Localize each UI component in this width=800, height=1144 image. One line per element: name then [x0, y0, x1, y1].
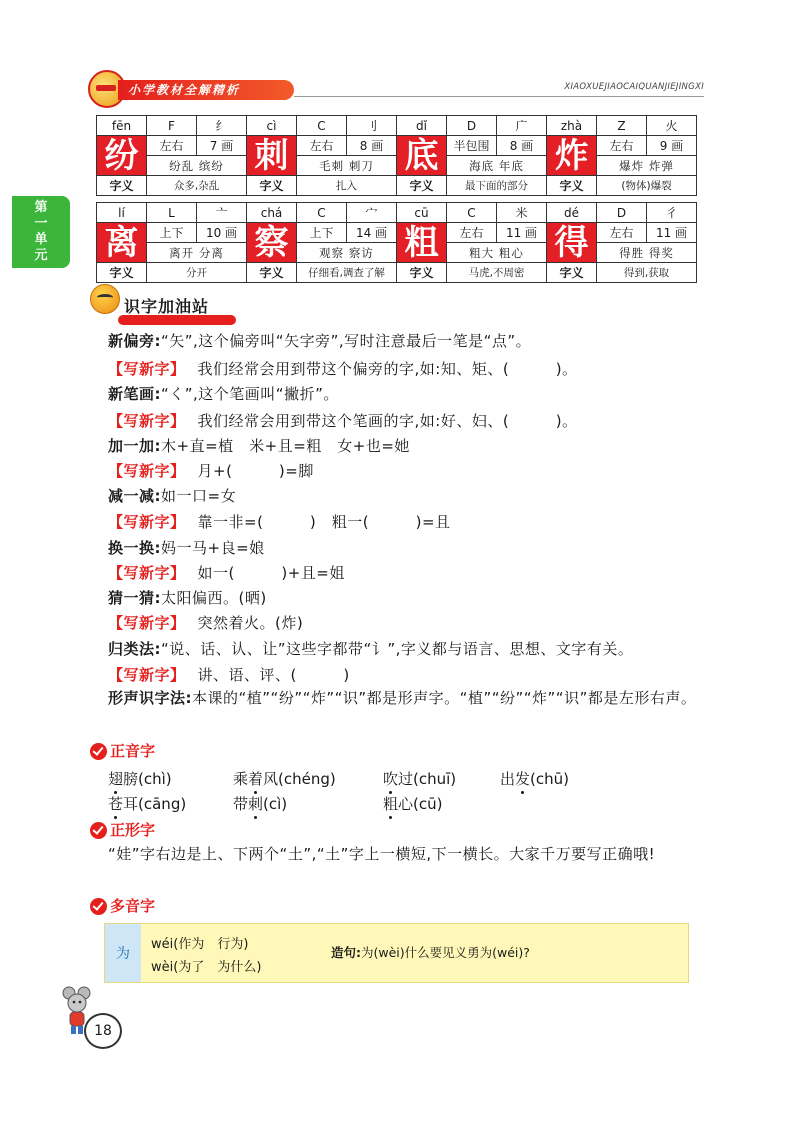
pron-dotted-char: 粗: [383, 795, 399, 813]
text-line: [108, 410, 578, 431]
pronunciation-item: [108, 793, 186, 814]
pinyin-cell: dé: [547, 203, 597, 223]
line-body: 如一( )+且=姐: [197, 564, 345, 582]
table-row: [97, 136, 697, 156]
write-tag: 【写新字】: [108, 666, 186, 684]
meaning-label: 字义: [97, 263, 147, 283]
meaning-cell: 扎入: [297, 176, 397, 196]
line-heading: 加一加:: [108, 437, 161, 455]
strokes-cell: 14 画: [347, 223, 397, 243]
pronunciation-item: [233, 768, 336, 789]
text-line: [108, 485, 236, 506]
radical-cell: 广: [497, 116, 547, 136]
text-line: [108, 383, 339, 404]
line-body: 木+直=植 米+且=粗 女+也=她: [161, 437, 410, 455]
pron-dotted-char: 苍: [108, 795, 124, 813]
pron-pre: 出: [500, 770, 516, 788]
character-table-1: [96, 115, 697, 196]
side-tab-char: 元: [34, 248, 48, 263]
pronunciation-heading: 正音字: [110, 742, 156, 760]
text-line: [108, 537, 265, 558]
radical-cell: 彳: [647, 203, 697, 223]
pronunciation-item: [500, 768, 569, 789]
pron-post: 风(chéng): [263, 770, 336, 788]
pron-dotted-char: 着: [248, 770, 264, 788]
words-cell: 海底 年底: [447, 156, 547, 176]
radical-cell: 火: [647, 116, 697, 136]
meaning-label: 字义: [397, 176, 447, 196]
pron-dotted-char: 刺: [248, 795, 264, 813]
letter-cell: C: [297, 116, 347, 136]
header-title: 小学教材全解精析: [128, 83, 241, 97]
table-row: [97, 116, 697, 136]
radical-cell: 纟: [197, 116, 247, 136]
pinyin-cell: zhà: [547, 116, 597, 136]
text-line: [108, 562, 345, 583]
text-paragraph: [108, 684, 698, 712]
pronunciation-item: [383, 793, 442, 814]
big-character: 刺: [247, 136, 297, 176]
structure-cell: 左右: [597, 223, 647, 243]
line-body: 我们经常会用到带这个笔画的字,如:好、妇、( )。: [197, 412, 578, 430]
pron-post: 过(chuī): [398, 770, 457, 788]
words-cell: 观察 察访: [297, 243, 397, 263]
big-character: 粗: [397, 223, 447, 263]
pinyin-cell: chá: [247, 203, 297, 223]
big-character: 底: [397, 136, 447, 176]
line-heading: 新偏旁:: [108, 332, 161, 350]
shape-heading: 正形字: [110, 821, 156, 839]
text-line: [108, 460, 314, 481]
pron-dotted-char: 吹: [383, 770, 399, 788]
radical-cell: 宀: [347, 203, 397, 223]
line-body: 本课的“植”“纷”“炸”“识”都是形声字。“植”“纷”“炸”“识”都是左形右声。: [192, 689, 697, 707]
write-tag: 【写新字】: [108, 412, 186, 430]
structure-cell: 左右: [147, 136, 197, 156]
text-line: [108, 664, 350, 685]
pron-dotted-char: 翅: [108, 770, 124, 788]
letter-cell: Z: [597, 116, 647, 136]
radical-cell: 亠: [197, 203, 247, 223]
pronunciation-item: [383, 768, 456, 789]
pron-post: 耳(cāng): [123, 795, 187, 813]
strokes-cell: 9 画: [647, 136, 697, 156]
pron-post: (cì): [263, 795, 288, 813]
words-cell: 毛刺 刺刀: [297, 156, 397, 176]
meaning-cell: (物体)爆裂: [597, 176, 697, 196]
structure-cell: 左右: [597, 136, 647, 156]
structure-cell: 上下: [297, 223, 347, 243]
polyphone-box: [104, 923, 689, 983]
write-tag: 【写新字】: [108, 513, 186, 531]
polyphone-heading: 多音字: [110, 897, 156, 915]
meaning-label: 字义: [547, 176, 597, 196]
meaning-cell: 众多,杂乱: [147, 176, 247, 196]
line-body: 妈一马+良=娘: [161, 539, 265, 557]
text-line: [108, 358, 578, 379]
line-body: “说、话、认、让”这些字都带“讠”,字义都与语言、思想、文字有关。: [161, 640, 634, 658]
big-character: 炸: [547, 136, 597, 176]
pron-post: (chū): [530, 770, 569, 788]
radical-cell: 米: [497, 203, 547, 223]
sentence-label: 造句:: [331, 945, 361, 960]
write-tag: 【写新字】: [108, 462, 186, 480]
meaning-cell: 马虎,不周密: [447, 263, 547, 283]
line-body: 太阳偏西。(晒): [161, 589, 267, 607]
letter-cell: F: [147, 116, 197, 136]
pron-post: 膀(chì): [123, 770, 172, 788]
section-title: 识字加油站: [124, 297, 210, 316]
line-body: 靠一非=( ) 粗一( )=且: [197, 513, 451, 531]
text-line: [108, 330, 531, 351]
structure-cell: 左右: [297, 136, 347, 156]
table-row: [97, 263, 697, 283]
words-cell: 得胜 得奖: [597, 243, 697, 263]
words-cell: 离开 分离: [147, 243, 247, 263]
words-cell: 粗大 粗心: [447, 243, 547, 263]
line-body: 我们经常会用到带这个偏旁的字,如:知、矩、( )。: [197, 360, 578, 378]
write-tag: 【写新字】: [108, 564, 186, 582]
line-heading: 形声识字法:: [108, 689, 192, 707]
strokes-cell: 7 画: [197, 136, 247, 156]
pronunciation-item: [233, 793, 287, 814]
shape-text: “娃”字右边是上、下两个“土”,“土”字上一横短,下一横长。大家千万要写正确哦!: [108, 845, 656, 863]
strokes-cell: 8 画: [497, 136, 547, 156]
sentence-text: 为(wèi)什么要见义勇为(wéi)?: [361, 945, 530, 960]
line-body: 月+( )=脚: [197, 462, 314, 480]
check-icon: [90, 898, 107, 915]
text-line: [108, 435, 410, 456]
character-table-2: [96, 202, 697, 283]
meaning-cell: 最下面的部分: [447, 176, 547, 196]
side-tab-char: 一: [34, 216, 48, 231]
pron-dotted-char: 发: [515, 770, 531, 788]
line-heading: 新笔画:: [108, 385, 161, 403]
polyphone-reading-2: wèi(为了 为什么): [151, 960, 262, 975]
meaning-label: 字义: [397, 263, 447, 283]
header-english: XIAOXUEJIAOCAIQUANJIEJINGXI: [564, 82, 704, 92]
meaning-cell: 得到,获取: [597, 263, 697, 283]
line-body: “矢”,这个偏旁叫“矢字旁”,写时注意最后一笔是“点”。: [161, 332, 532, 350]
check-icon: [90, 743, 107, 760]
side-tab-char: 第: [34, 200, 48, 215]
meaning-label: 字义: [247, 263, 297, 283]
write-tag: 【写新字】: [108, 360, 186, 378]
line-heading: 猜一猜:: [108, 589, 161, 607]
pinyin-cell: dǐ: [397, 116, 447, 136]
pinyin-cell: cū: [397, 203, 447, 223]
text-line: [108, 587, 267, 608]
line-body: 突然着火。(炸): [197, 614, 304, 632]
pronunciation-item: [108, 768, 172, 789]
words-cell: 爆炸 炸弹: [597, 156, 697, 176]
check-icon: [90, 822, 107, 839]
big-character: 离: [97, 223, 147, 263]
header-rule: [294, 96, 704, 97]
words-cell: 纷乱 缤纷: [147, 156, 247, 176]
pron-post: 心(cū): [398, 795, 443, 813]
mascot-icon: [90, 284, 120, 314]
line-body: “く”,这个笔画叫“撇折”。: [161, 385, 339, 403]
text-line: [108, 511, 451, 532]
structure-cell: 上下: [147, 223, 197, 243]
strokes-cell: 8 画: [347, 136, 397, 156]
meaning-label: 字义: [97, 176, 147, 196]
meaning-cell: 仔细看,调查了解: [297, 263, 397, 283]
pron-pre: 带: [233, 795, 249, 813]
table-row: [97, 203, 697, 223]
line-body: 如一口=女: [161, 487, 237, 505]
page-number: 18: [84, 1013, 122, 1049]
line-body: 讲、语、评、( ): [197, 666, 350, 684]
table-row: [97, 176, 697, 196]
line-heading: 归类法:: [108, 640, 161, 658]
table-row: [97, 223, 697, 243]
big-character: 察: [247, 223, 297, 263]
text-line: [108, 638, 633, 659]
letter-cell: C: [297, 203, 347, 223]
strokes-cell: 11 画: [647, 223, 697, 243]
polyphone-char: 为: [105, 924, 141, 982]
text-line: [108, 612, 303, 633]
pinyin-cell: cì: [247, 116, 297, 136]
line-heading: 减一减:: [108, 487, 161, 505]
structure-cell: 左右: [447, 223, 497, 243]
meaning-label: 字义: [547, 263, 597, 283]
meaning-cell: 分开: [147, 263, 247, 283]
pinyin-cell: fēn: [97, 116, 147, 136]
letter-cell: D: [597, 203, 647, 223]
big-character: 纷: [97, 136, 147, 176]
polyphone-sentence: [331, 943, 530, 961]
radical-cell: 刂: [347, 116, 397, 136]
letter-cell: L: [147, 203, 197, 223]
structure-cell: 半包围: [447, 136, 497, 156]
line-heading: 换一换:: [108, 539, 161, 557]
unit-side-tab: [12, 196, 70, 268]
big-character: 得: [547, 223, 597, 263]
strokes-cell: 11 画: [497, 223, 547, 243]
side-tab-char: 单: [34, 232, 48, 247]
pinyin-cell: lí: [97, 203, 147, 223]
strokes-cell: 10 画: [197, 223, 247, 243]
meaning-label: 字义: [247, 176, 297, 196]
letter-cell: D: [447, 116, 497, 136]
pron-pre: 乘: [233, 770, 249, 788]
polyphone-reading-1: wéi(作为 行为): [151, 937, 249, 952]
letter-cell: C: [447, 203, 497, 223]
write-tag: 【写新字】: [108, 614, 186, 632]
